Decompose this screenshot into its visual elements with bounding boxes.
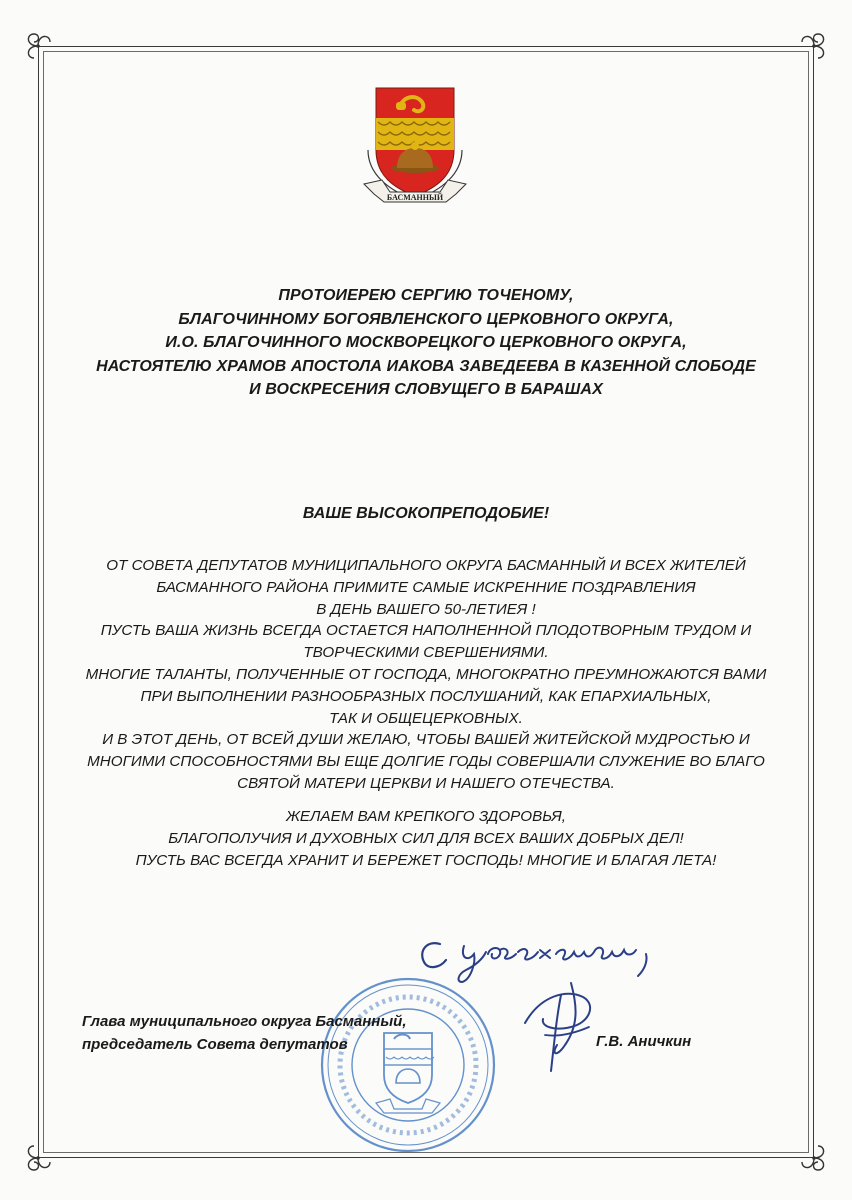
signatory-name: Г.В. Аничкин bbox=[596, 1033, 692, 1050]
addressee-block bbox=[60, 284, 792, 402]
basmanny-coat-of-arms-icon bbox=[360, 84, 470, 208]
salutation: ВАШЕ ВЫСОКОПРЕПОДОБИЕ! bbox=[302, 505, 550, 522]
body-line: В ДЕНЬ ВАШЕГО 50-ЛЕТИЕЯ ! bbox=[316, 600, 536, 618]
corner-ornament bbox=[796, 30, 830, 64]
wishes-block bbox=[60, 806, 792, 871]
signatory-title-line: Глава муниципального округа Басманный, bbox=[82, 1013, 407, 1030]
wishes-line: ЖЕЛАЕМ ВАМ КРЕПКОГО ЗДОРОВЬЯ, bbox=[286, 808, 566, 825]
corner-ornament bbox=[22, 30, 56, 64]
addressee-line: И.О. БЛАГОЧИННОГО МОСКВОРЕЦКОГО ЦЕРКОВНОГО ОКРУГА, bbox=[165, 334, 687, 351]
signatory-title-line: председатель Совета депутатов bbox=[82, 1036, 348, 1053]
signatory-title bbox=[82, 1010, 407, 1056]
official-stamp-icon bbox=[318, 975, 498, 1155]
corner-ornament bbox=[796, 1140, 830, 1174]
body-line: ТВОРЧЕСКИМИ СВЕРШЕНИЯМИ. bbox=[303, 644, 549, 662]
body-line: МНОГИЕ ТАЛАНТЫ, ПОЛУЧЕННЫЕ ОТ ГОСПОДА, МНОГОКРАТНО ПРЕУМНОЖАЮТСЯ ВАМИ bbox=[85, 665, 767, 683]
wishes-line: ПУСТЬ ВАС ВСЕГДА ХРАНИТ И БЕРЕЖЕТ ГОСПОДЬ! МНОГИЕ И БЛАГАЯ ЛЕТА! bbox=[135, 851, 717, 869]
wishes-line: БЛАГОПОЛУЧИЯ И ДУХОВНЫХ СИЛ ДЛЯ ВСЕХ ВАШИХ ДОБРЫХ ДЕЛ! bbox=[168, 829, 684, 847]
body-line: ОТ СОВЕТА ДЕПУТАТОВ МУНИЦИПАЛЬНОГО ОКРУГА БАСМАННЫЙ И ВСЕХ ЖИТЕЛЕЙ bbox=[106, 557, 746, 574]
addressee-line: И ВОСКРЕСЕНИЯ СЛОВУЩЕГО В БАРАШАХ bbox=[249, 381, 603, 398]
body-line: СВЯТОЙ МАТЕРИ ЦЕРКВИ И НАШЕГО ОТЕЧЕСТВА. bbox=[237, 774, 615, 792]
body-line: ТАК И ОБЩЕЦЕРКОВНЫХ. bbox=[329, 709, 523, 727]
body-line: И В ЭТОТ ДЕНЬ, ОТ ВСЕЙ ДУШИ ЖЕЛАЮ, ЧТОБЫ ВАШЕЙ ЖИТЕЙСКОЙ МУДРОСТЬЮ И bbox=[102, 731, 750, 749]
body-line: ПУСТЬ ВАША ЖИЗНЬ ВСЕГДА ОСТАЕТСЯ НАПОЛНЕННОЙ ПЛОДОТВОРНЫМ ТРУДОМ И bbox=[100, 622, 752, 640]
addressee-line: ПРОТОИЕРЕЮ СЕРГИЮ ТОЧЕНОМУ, bbox=[278, 287, 574, 304]
corner-ornament bbox=[22, 1140, 56, 1174]
body-line: ПРИ ВЫПОЛНЕНИИ РАЗНООБРАЗНЫХ ПОСЛУШАНИЙ, КАК ЕПАРХИАЛЬНЫХ, bbox=[140, 687, 712, 705]
addressee-line: БЛАГОЧИННОМУ БОГОЯВЛЕНСКОГО ЦЕРКОВНОГО ОКРУГА, bbox=[178, 310, 674, 328]
body-line: МНОГИМИ СПОСОБНОСТЯМИ ВЫ ЕЩЕ ДОЛГИЕ ГОДЫ СОВЕРШАЛИ СЛУЖЕНИЕ ВО БЛАГО bbox=[87, 753, 765, 771]
letter-body bbox=[60, 555, 792, 795]
addressee-line: НАСТОЯТЕЛЮ ХРАМОВ АПОСТОЛА ИАКОВА ЗАВЕДЕЕВА В КАЗЕННОЙ СЛОБОДЕ bbox=[96, 357, 756, 375]
emblem-ribbon-label: БАСМАННЫЙ bbox=[386, 193, 444, 202]
body-line: БАСМАННОГО РАЙОНА ПРИМИТЕ САМЫЕ ИСКРЕННИЕ ПОЗДРАВЛЕНИЯ bbox=[156, 578, 696, 596]
